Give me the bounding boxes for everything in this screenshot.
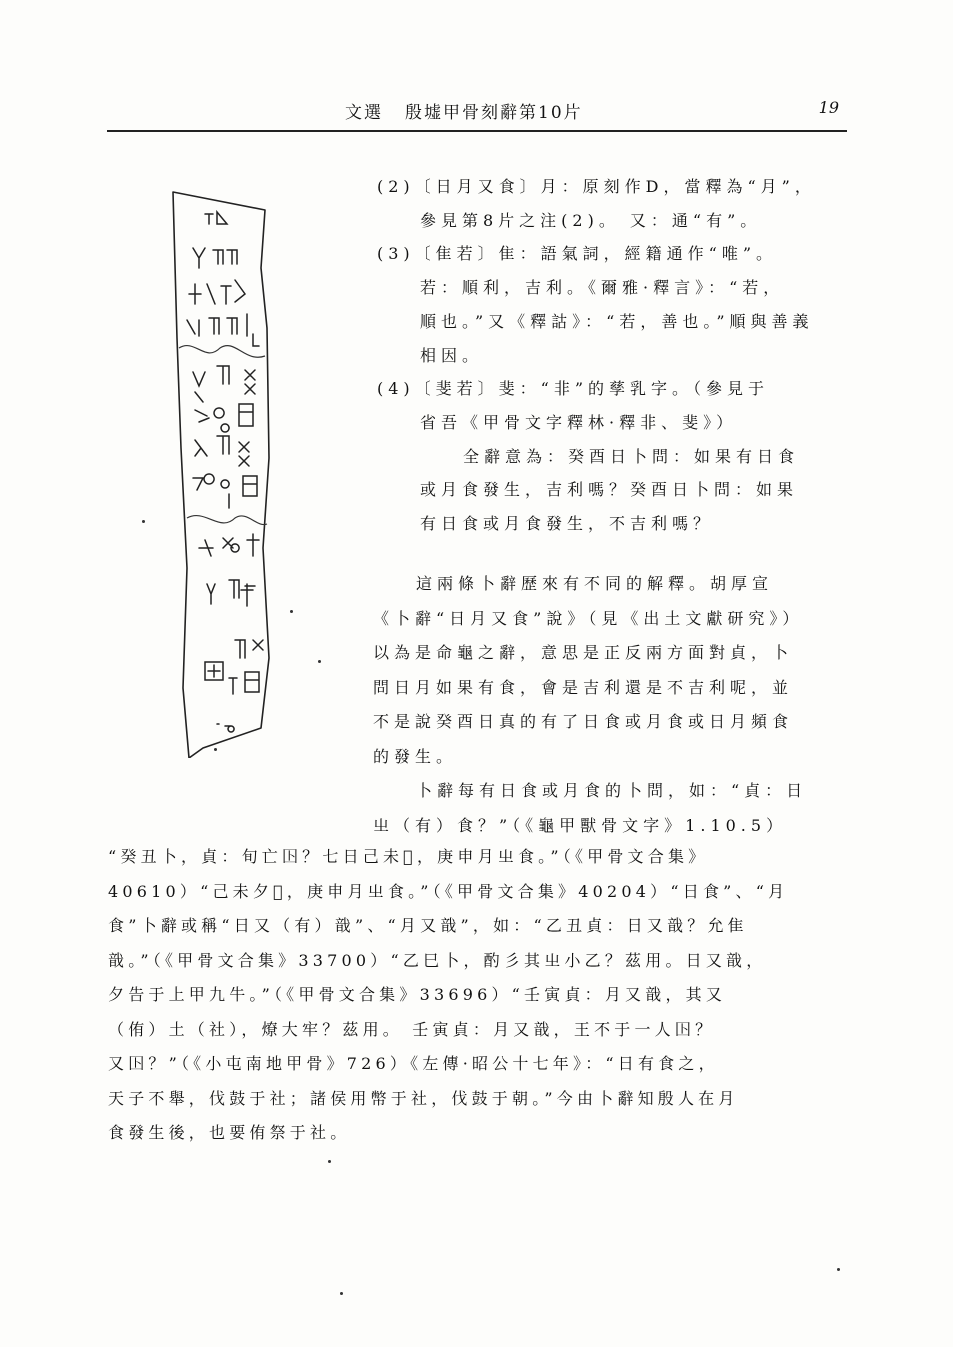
body-line: 以為是命龜之辭，意思是正反兩方面對貞，卜 [373, 643, 794, 662]
body-line: “癸丑卜，貞：旬亡𡆥？七日己未𡧊，庚申月㞢食。”（《甲骨文合集》 [108, 847, 709, 866]
body-line: 《卜辭“日月又食”說》（見《出土文獻研究》） [373, 608, 804, 628]
summary-line-1: 全辭意為：癸酉日卜問：如果有日食 [463, 446, 800, 466]
body-line: 問日月如果有食，會是吉利還是不吉利呢，並 [373, 677, 794, 697]
note-3-line-1: (3)〔隹若〕隹：語氣詞，經籍通作“唯”。 [377, 244, 778, 264]
note-4-line-2: 省吾《甲骨文字釋林·釋非、斐》） [420, 412, 738, 432]
scan-speck [340, 1292, 343, 1295]
body-line: 食”卜辭或稱“日又（有）戠”、“月又戠”，如：“乙丑貞：日又戠？允隹 [108, 916, 748, 935]
oracle-bone-drawing [165, 188, 285, 758]
annotation-notes [377, 170, 857, 541]
note-3-line-3: 順也。”又《釋詁》：“若，善也。”順與善義 [420, 311, 814, 331]
body-line: 夕告于上甲九牛。”（《甲骨文合集》33696）“壬寅貞：月又戠，其又 [108, 985, 727, 1004]
scan-speck [214, 748, 217, 751]
scan-speck [328, 1160, 331, 1163]
body-line: 卜辭每有日食或月食的卜問，如：“貞：日 [416, 781, 808, 800]
note-3-line-4: 相因。 [420, 345, 484, 365]
body-text-full-width [108, 840, 856, 1151]
page-number: 19 [818, 98, 839, 117]
oracle-bone-facsimile [165, 188, 285, 758]
running-title [345, 98, 583, 123]
body-line: （侑）土（社），燎大牢？茲用。 壬寅貞：月又戠，王不于一人𡆥？ [108, 1019, 716, 1039]
note-2-line-1: (2)〔日月又食〕月：原刻作D，當釋為“月”， [377, 177, 816, 196]
scan-speck [318, 660, 321, 663]
body-text-column [373, 567, 863, 843]
body-line: 天子不舉，伐鼓于社；諸侯用幣于社，伐鼓于朝。”今由卜辭知殷人在月 [108, 1088, 739, 1108]
note-2-line-2: 參見第8片之注(2)。 又：通“有”。 [420, 210, 762, 230]
body-line: 戠。”（《甲骨文合集》33700）“乙巳卜，酌彡其㞢小乙？茲用。日又戠， [108, 950, 767, 970]
running-header [107, 96, 847, 132]
body-line: 不是說癸酉日真的有了日食或月食或日月頻食 [373, 712, 794, 731]
body-line: 食發生後，也要侑祭于社。 [108, 1123, 351, 1142]
scan-speck [142, 520, 145, 523]
note-3-line-2: 若：順利，吉利。《爾雅·釋言》：“若， [420, 278, 785, 298]
note-4-line-1: (4)〔斐若〕斐：“非”的孳乳字。（參見于 [377, 379, 770, 399]
body-line: 的發生。 [373, 746, 458, 766]
body-line: 這兩條卜辭歷來有不同的解釋。胡厚宣 [416, 574, 774, 593]
body-line: 又𡆥？”（《小屯南地甲骨》726）《左傳·昭公十七年》：“日有食之， [108, 1054, 719, 1073]
summary-line-2: 或月食發生，吉利嗎？癸酉日卜問：如果 [420, 480, 799, 500]
summary-line-3: 有日食或月食發生，不吉利嗎？ [420, 514, 715, 534]
scan-speck [837, 1268, 840, 1271]
section-name: 文選 [345, 103, 383, 123]
body-line: 㞢（有）食？”（《龜甲獸骨文字》1.10.5） [373, 815, 788, 835]
scan-speck [290, 610, 293, 613]
chapter-title: 殷墟甲骨刻辭第10片 [405, 103, 583, 123]
body-line: 40610）“己未夕𡧊，庚申月㞢食。”（《甲骨文合集》40204）“日食”、“月 [108, 881, 789, 901]
